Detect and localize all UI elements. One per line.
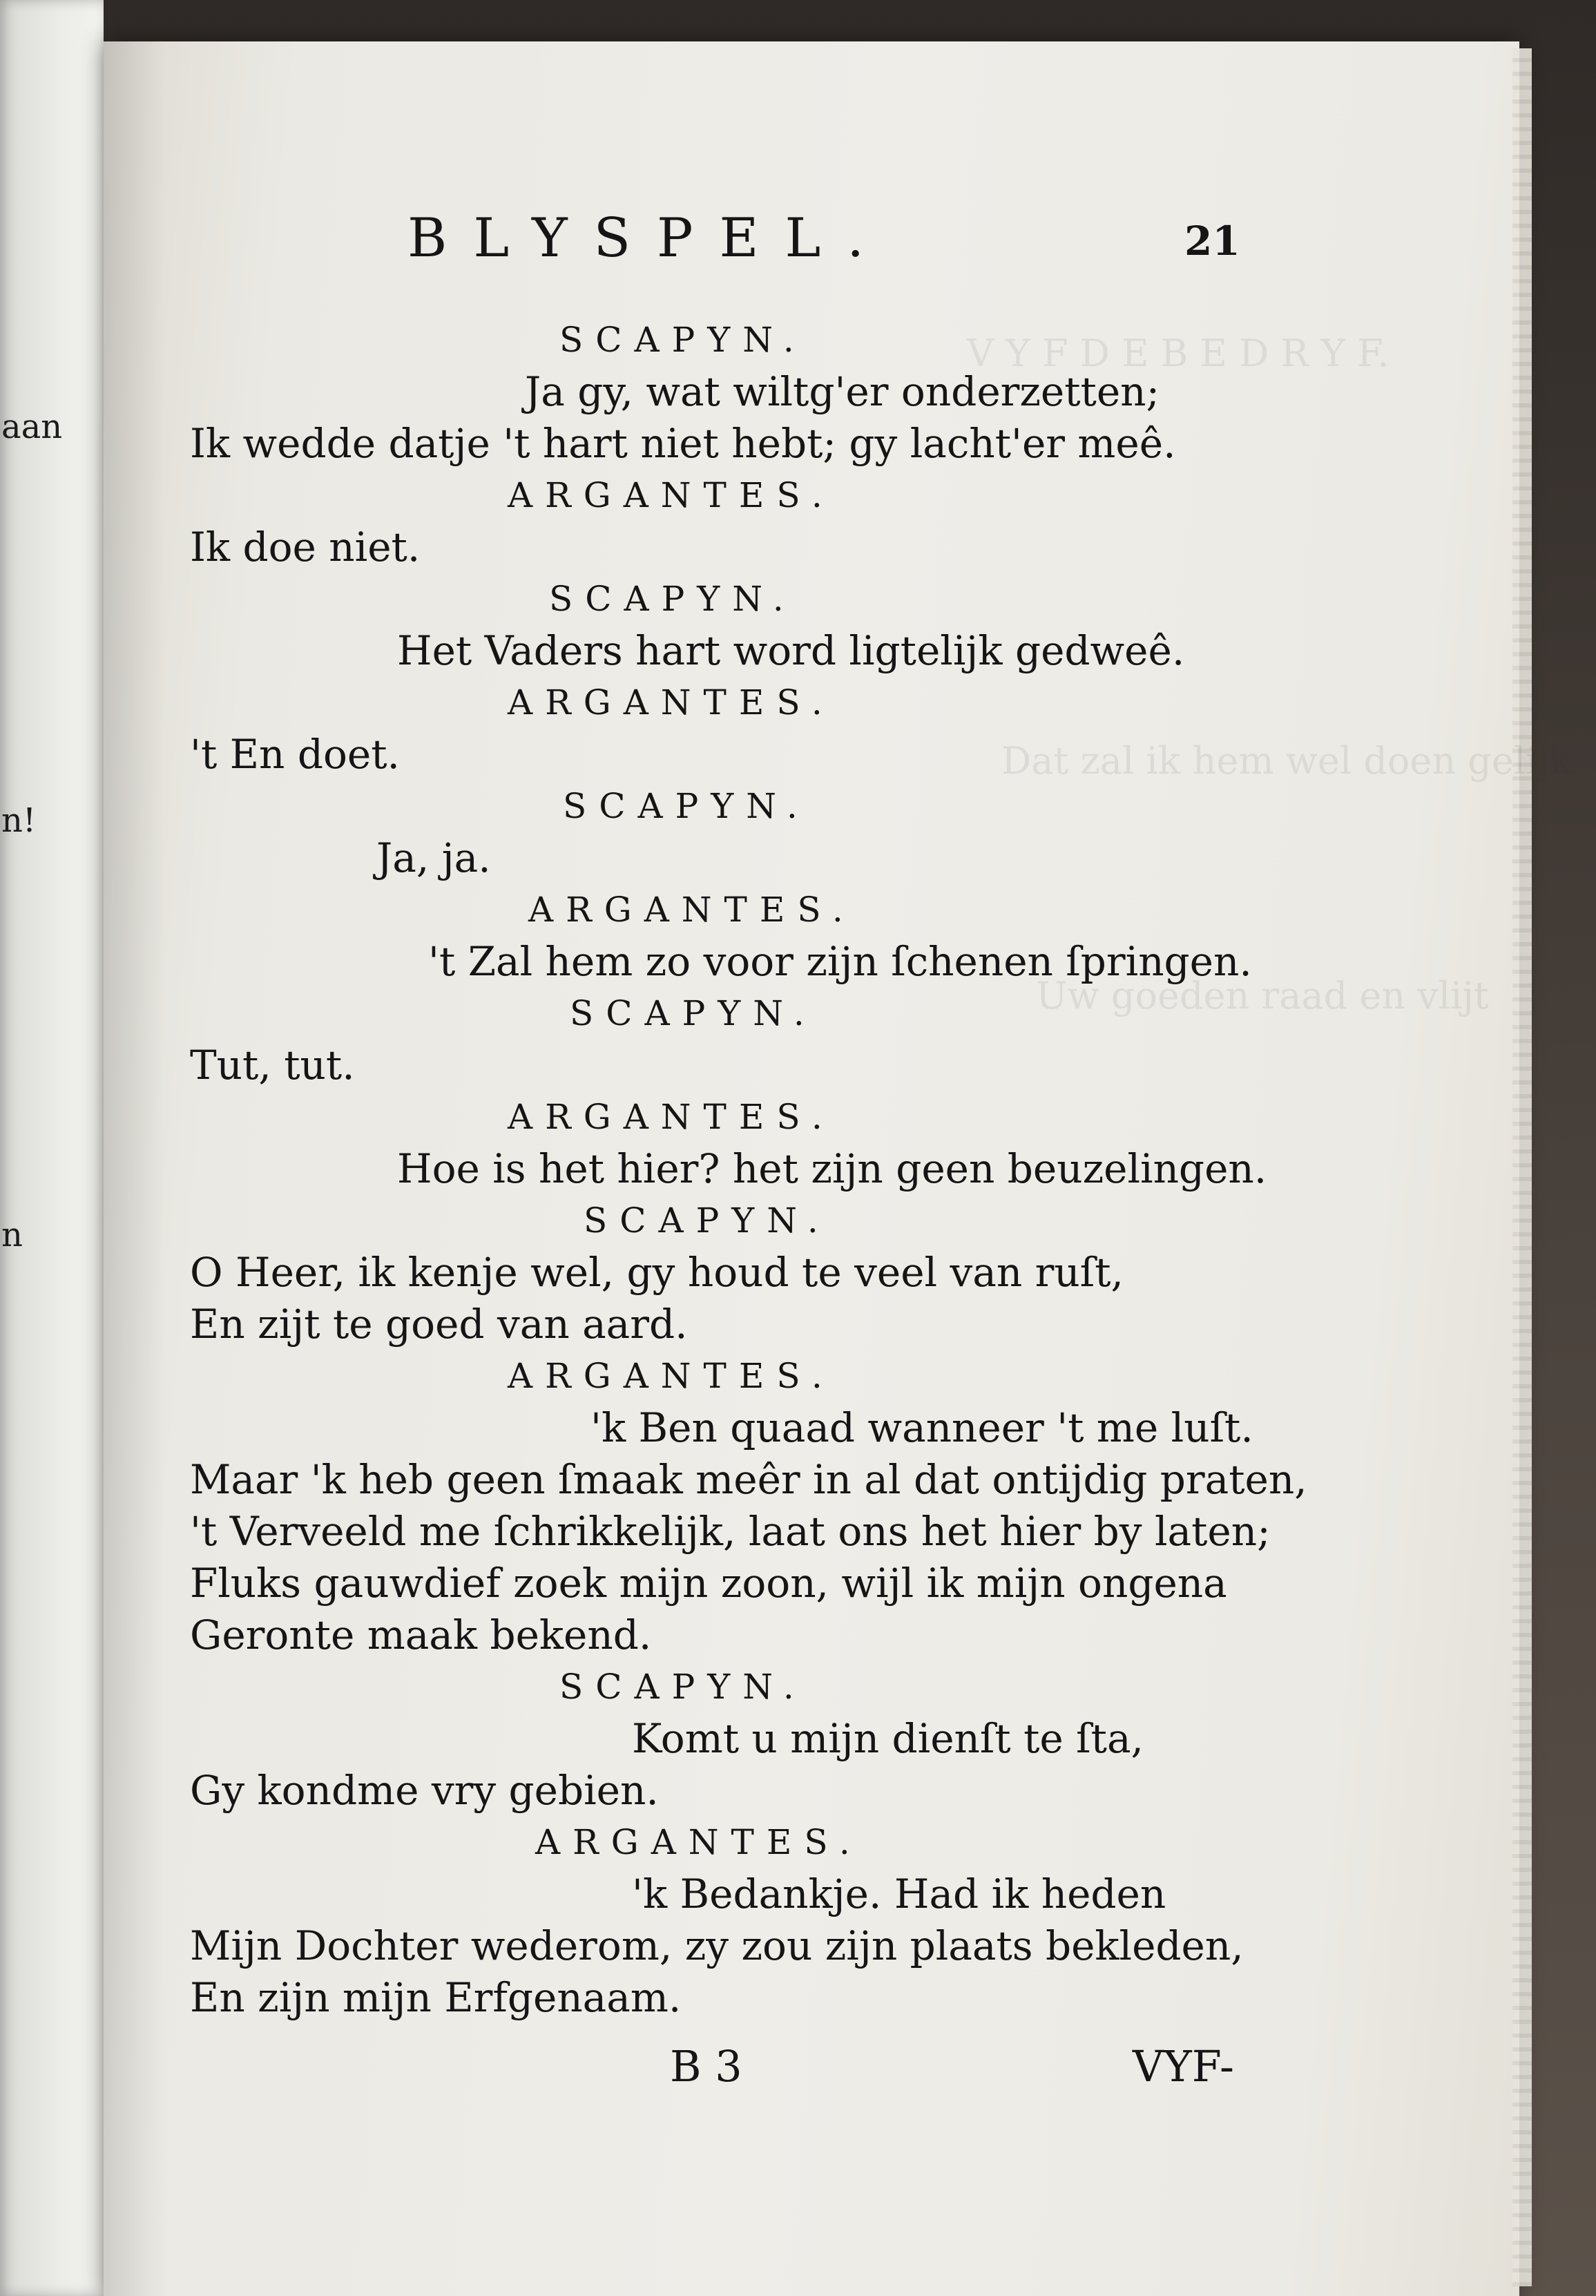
verse-line: 't Zal hem zo voor zijn ſchenen ſpringen.: [428, 938, 1252, 985]
speaker-name: SCAPYN.: [563, 786, 810, 826]
catchword: VYF-: [1133, 2041, 1234, 2092]
verse-line: Ja, ja.: [376, 834, 491, 881]
verse-line: 'k Ben quaad wanneer 't me luſt.: [590, 1404, 1253, 1451]
verse-line: Geronte maak bekend.: [190, 1611, 652, 1658]
verse-line: Komt u mijn dienſt te ſta,: [632, 1715, 1144, 1762]
speaker-name: SCAPYN.: [584, 1200, 831, 1241]
speaker-name: SCAPYN.: [570, 993, 817, 1033]
verse-line: Ja gy, wat wiltg'er onderzetten;: [525, 368, 1160, 415]
text-block: [190, 314, 1378, 2024]
speaker-name: ARGANTES.: [528, 890, 856, 930]
signature-mark: B 3: [670, 2041, 742, 2092]
verse-line: O Heer, ik kenje wel, gy houd te veel van ruſt,: [190, 1249, 1124, 1296]
verse-line: Ik doe niet.: [190, 524, 421, 571]
verse-line: 't Verveeld me ſchrikkelijk, laat ons het hier by laten;: [190, 1508, 1271, 1555]
verse-line: Tut, tut.: [190, 1042, 355, 1089]
show-through-text: Dat zal ik hem wel doen gelijk: [1001, 739, 1572, 783]
verse-line: Het Vaders hart word ligtelijk gedweê.: [397, 627, 1185, 674]
verse-line: Fluks gauwdief zoek mijn zoon, wijl ik mijn ongena: [190, 1560, 1227, 1607]
show-through-text: V Y F D E B E D R Y F.: [967, 332, 1390, 375]
book-page: [104, 41, 1572, 2296]
verse-line: En zijn mijn Erfgenaam.: [190, 1974, 682, 2021]
left-page: [0, 0, 104, 2296]
verse-line: En zijt te goed van aard.: [190, 1301, 688, 1348]
speaker-name: ARGANTES.: [508, 1097, 835, 1137]
speaker-name: SCAPYN.: [549, 579, 796, 619]
page-number: 21: [1184, 218, 1240, 265]
speaker-name: ARGANTES.: [508, 475, 835, 515]
left-page-fragment: n!: [1, 801, 37, 840]
speaker-name: ARGANTES.: [508, 682, 835, 723]
running-head: BLYSPEL.: [407, 207, 891, 269]
speaker-name: ARGANTES.: [535, 1822, 863, 1862]
speaker-name: SCAPYN.: [559, 1667, 807, 1707]
left-page-fragment: n: [1, 1216, 23, 1254]
speaker-name: ARGANTES.: [508, 1356, 835, 1396]
verse-line: Hoe is het hier? het zijn geen beuzelingen.: [397, 1145, 1267, 1192]
verse-line: Gy kondme vry gebien.: [190, 1767, 659, 1814]
gutter-shadow: [104, 41, 166, 2296]
verse-line: Maar 'k heb geen ſmaak meêr in al dat ontijdig praten,: [190, 1456, 1307, 1503]
verse-line: 't En doet.: [190, 731, 400, 778]
verse-line: 'k Bedankje. Had ik heden: [632, 1871, 1166, 1917]
show-through-text: Uw goeden raad en vlijt: [1036, 974, 1489, 1017]
speaker-name: SCAPYN.: [559, 320, 807, 360]
verse-line: Ik wedde datje 't hart niet hebt; gy lacht'er meê.: [190, 420, 1176, 467]
verse-line: Mijn Dochter wederom, zy zou zijn plaats bekleden,: [190, 1922, 1244, 1969]
left-page-fragment: aan: [1, 408, 63, 446]
page-edge: [1512, 48, 1532, 2286]
